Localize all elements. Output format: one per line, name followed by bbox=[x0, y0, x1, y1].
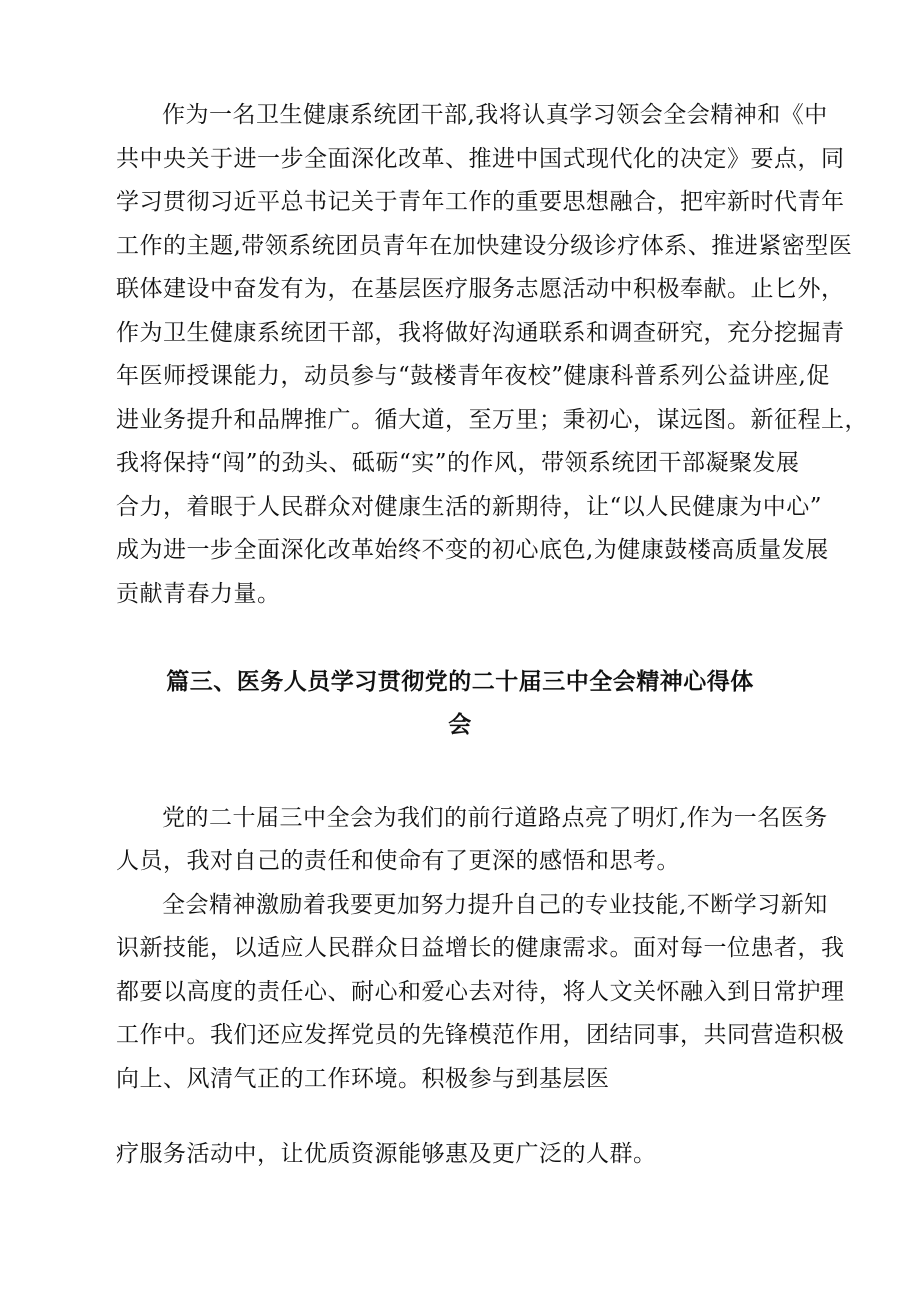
paragraph-line: 疗服务活动中，让优质资源能够惠及更广泛的人群。 bbox=[116, 1141, 657, 1167]
paragraph-line: 都要以高度的责任心、耐心和爱心去对待，将人文关怀融入到日常护理 bbox=[116, 979, 845, 1005]
paragraph-line: 全会精神激励着我要更加努力提升自己的专业技能,不断学习新知 bbox=[162, 892, 828, 918]
paragraph-line: 合力，着眼于人民群众对健康生活的新期待，让“以人民健康为中心” bbox=[116, 494, 823, 520]
paragraph-line: 成为进一步全面深化改革始终不变的初心底色,为健康鼓楼高质量发展 bbox=[116, 537, 829, 563]
paragraph-line: 工作的主题,带领系统团员青年在加快建设分级诊疗体系、推进紧密型医 bbox=[116, 233, 853, 259]
paragraph-line: 进业务提升和品牌推广。循大道，至万里；秉初心，谋远图。新征程上， bbox=[116, 407, 868, 433]
paragraph-line: 学习贯彻习近平总书记关于青年工作的重要思想融合，把牢新时代青年 bbox=[116, 189, 845, 215]
paragraph-line: 我将保持“闯”的劲头、砥砺“实”的作风，带领系统团干部凝聚发展 bbox=[116, 450, 800, 476]
section-heading: 篇三、医务人员学习贯彻党的二十届三中全会精神心得体 bbox=[166, 669, 754, 695]
paragraph-line: 作为一名卫生健康系统团干部,我将认真学习领会全会精神和《中 bbox=[162, 102, 828, 128]
paragraph-line: 共中央关于进一步全面深化改革、推进中国式现代化的决定》要点，同 bbox=[116, 146, 845, 172]
paragraph-line: 党的二十届三中全会为我们的前行道路点亮了明灯,作为一名医务 bbox=[162, 805, 828, 831]
paragraph-line: 人员，我对自己的责任和使命有了更深的感悟和思考。 bbox=[116, 848, 680, 874]
section-heading-continued: 会 bbox=[448, 712, 472, 738]
paragraph-line: 识新技能，以适应人民群众日益增长的健康需求。面对每一位患者，我 bbox=[116, 935, 845, 961]
paragraph-line: 联体建设中奋发有为，在基层医疗服务志愿活动中积极奉献。止匕外， bbox=[116, 276, 845, 302]
paragraph-line: 工作中。我们还应发挥党员的先锋模范作用，团结同事，共同营造积极 bbox=[116, 1022, 845, 1048]
paragraph-line: 作为卫生健康系统团干部，我将做好沟通联系和调查研究，充分挖掘青 bbox=[116, 320, 845, 346]
paragraph-line: 年医师授课能力，动员参与“鼓楼青年夜校”健康科普系列公益讲座,促 bbox=[116, 363, 830, 389]
paragraph-line: 贡献青春力量。 bbox=[116, 581, 281, 607]
paragraph-line: 向上、风清气正的工作环境。积极参与到基层医 bbox=[116, 1066, 610, 1092]
